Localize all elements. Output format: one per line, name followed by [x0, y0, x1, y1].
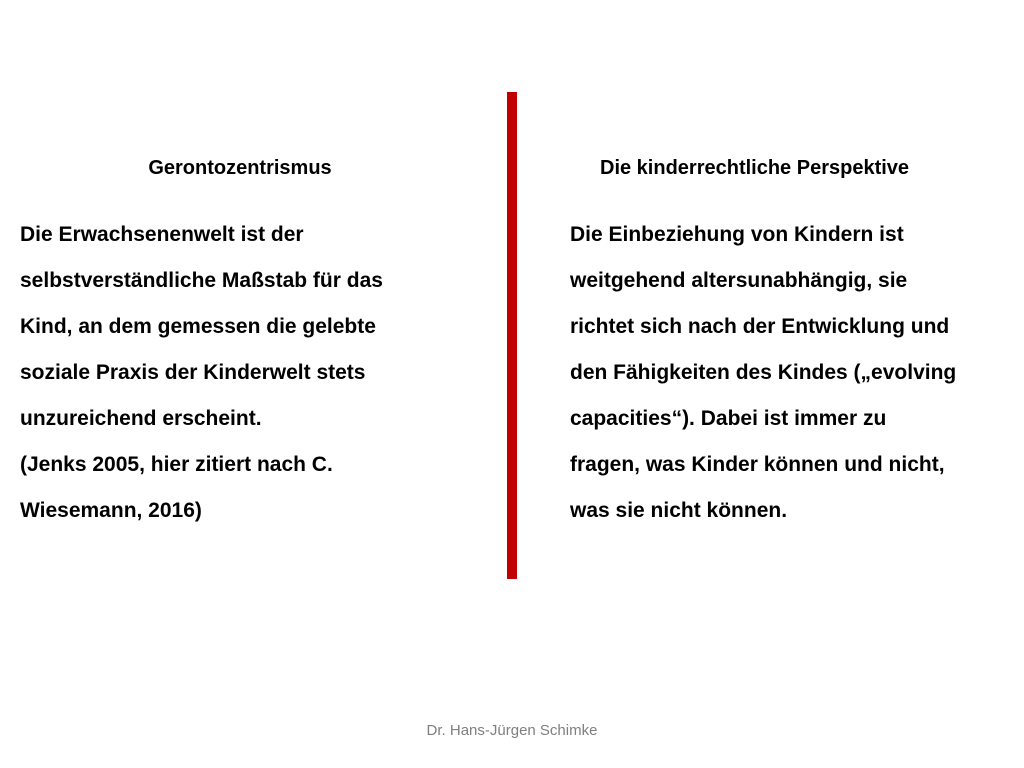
left-body-line: unzureichend erscheint.	[20, 407, 262, 430]
right-column-heading: Die kinderrechtliche Perspektive	[600, 157, 910, 179]
right-body-line: capacities“). Dabei ist immer zu	[570, 407, 887, 430]
right-body-line: den Fähigkeiten des Kindes („evolving	[570, 361, 957, 384]
left-body-line: selbstverständliche Maßstab für das	[20, 269, 383, 292]
red-divider	[507, 92, 517, 579]
left-body-line: Kind, an dem gemessen die gelebte	[20, 315, 376, 338]
left-body-line: (Jenks 2005, hier zitiert nach C.	[20, 453, 333, 476]
right-body-line: was sie nicht können.	[570, 499, 788, 522]
right-column	[570, 150, 1000, 534]
left-body-line: soziale Praxis der Kinderwelt stets	[20, 361, 366, 384]
left-body-line: Wiesemann, 2016)	[20, 499, 202, 522]
right-column-body	[570, 212, 1000, 534]
left-column-heading: Gerontozentrismus	[148, 157, 332, 179]
right-body-line: richtet sich nach der Entwicklung und	[570, 315, 950, 338]
left-column-body	[20, 212, 460, 534]
left-body-line: Die Erwachsenenwelt ist der	[20, 223, 304, 246]
left-column	[20, 150, 460, 534]
right-body-line: Die Einbeziehung von Kindern ist	[570, 223, 904, 246]
right-body-line: fragen, was Kinder können und nicht,	[570, 453, 945, 476]
slide-footer-author: Dr. Hans-Jürgen Schimke	[426, 722, 598, 739]
right-body-line: weitgehend altersunabhängig, sie	[570, 269, 908, 292]
